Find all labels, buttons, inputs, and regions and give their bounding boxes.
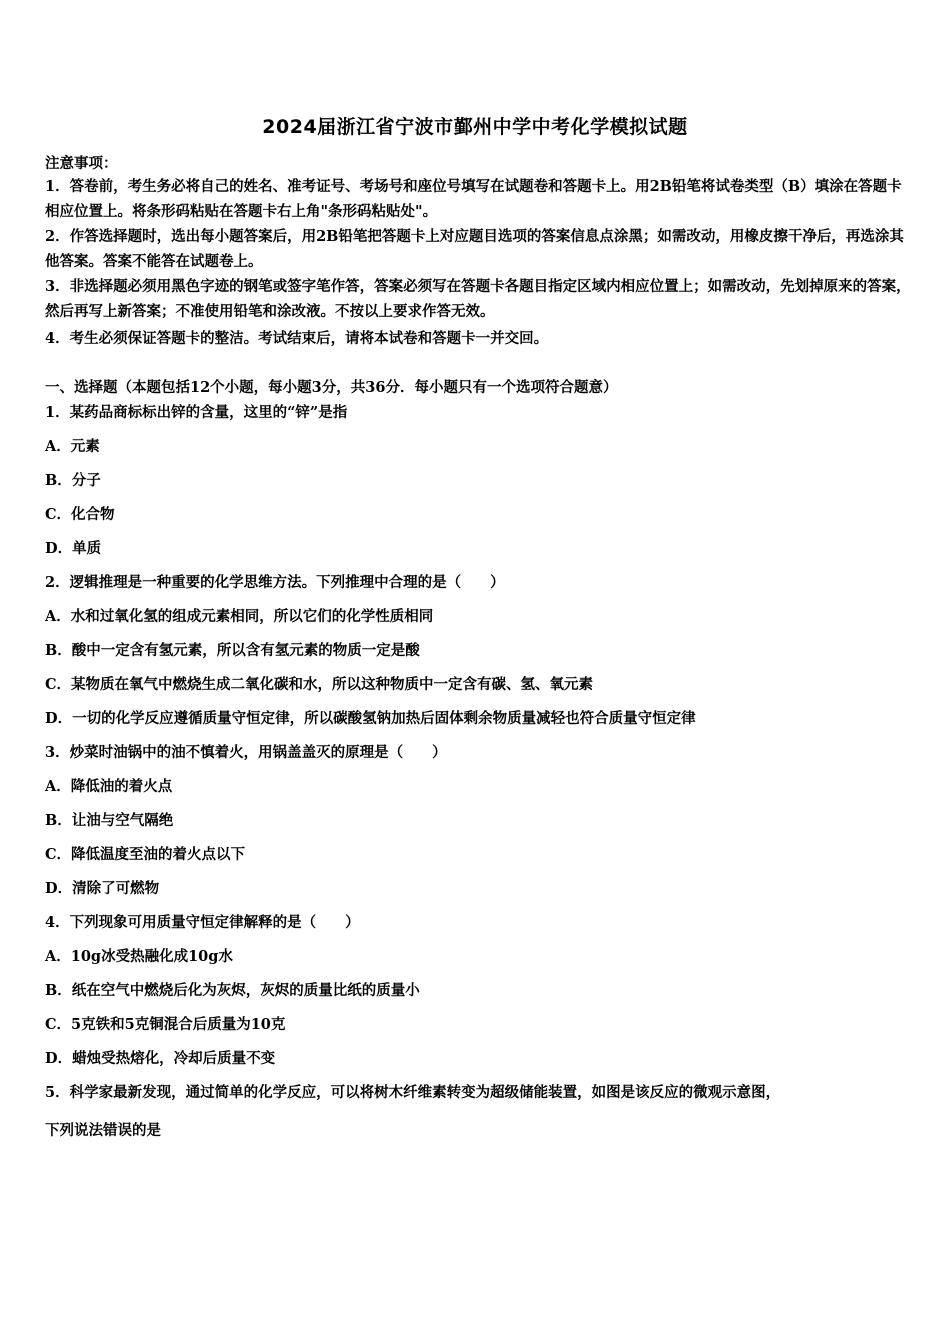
- question-3-option-d: D．清除了可燃物: [45, 880, 160, 897]
- question-4-option-b: B．纸在空气中燃烧后化为灰烬，灰烬的质量比纸的质量小: [45, 982, 420, 999]
- question-3-option-a: A．降低油的着火点: [45, 778, 173, 795]
- question-3-option-b: B．让油与空气隔绝: [45, 812, 174, 829]
- question-1-option-a: A．元素: [45, 438, 100, 455]
- question-2-option-c: C．某物质在氧气中燃烧生成二氧化碳和水，所以这种物质中一定含有碳、氢、氧元素: [45, 676, 594, 693]
- page-title: 2024届浙江省宁波市鄞州中学中考化学模拟试题: [262, 116, 688, 138]
- question-4-option-a: A．10g冰受热融化成10g水: [45, 948, 233, 965]
- notice-item-3: 3．非选择题必须用黑色字迹的钢笔或签字笔作答，答案必须写在答题卡各题目指定区域内相应位置上；如需改动，先划掉原来的答案，然后再写上新答案；不准使用铅笔和涂改液。不按以上要求作答无效。: [45, 278, 911, 320]
- question-3-stem: 3．炒菜时油锅中的油不慎着火，用锅盖盖灭的原理是（ ）: [45, 744, 447, 761]
- question-1-option-d: D．单质: [45, 540, 102, 557]
- question-5-stem-line-1: 5．科学家最新发现，通过简单的化学反应，可以将树木纤维素转变为超级储能装置，如图是该反应的微观示意图，: [45, 1084, 781, 1101]
- question-4-option-d: D．蜡烛受热熔化，冷却后质量不变: [45, 1050, 276, 1067]
- question-2-stem: 2．逻辑推理是一种重要的化学思维方法。下列推理中合理的是（ ）: [45, 574, 505, 591]
- notice-item-4: 4．考生必须保证答题卡的整洁。考试结束后，请将本试卷和答题卡一并交回。: [45, 330, 549, 347]
- question-1-option-c: C．化合物: [45, 506, 115, 523]
- notice-item-1: 1．答卷前，考生务必将自己的姓名、准考证号、考场号和座位号填写在试题卷和答题卡上。用2B铅笔将试卷类型（B）填涂在答题卡相应位置上。将条形码粘贴在答题卡右上角"条形码粘贴处"。: [45, 178, 902, 220]
- question-2-option-d: D．一切的化学反应遵循质量守恒定律，所以碳酸氢钠加热后固体剩余物质量减轻也符合质量守恒定律: [45, 710, 696, 727]
- question-3-option-c: C．降低温度至油的着火点以下: [45, 846, 246, 863]
- question-4-option-c: C．5克铁和5克铜混合后质量为10克: [45, 1016, 286, 1033]
- question-5-stem-line-2: 下列说法错误的是: [45, 1122, 161, 1139]
- notice-item-2: 2．作答选择题时，选出每小题答案后，用2B铅笔把答题卡上对应题目选项的答案信息点涂黑；如需改动，用橡皮擦干净后，再选涂其他答案。答案不能答在试题卷上。: [45, 228, 904, 270]
- notice-heading: 注意事项：: [45, 155, 118, 172]
- question-1-stem: 1．某药品商标标出锌的含量，这里的“锌”是指: [45, 404, 348, 421]
- section-heading: 一、选择题（本题包括12个小题，每小题3分，共36分．每小题只有一个选项符合题意）: [45, 379, 618, 396]
- question-2-option-a: A．水和过氧化氢的组成元素相同，所以它们的化学性质相同: [45, 608, 434, 625]
- question-2-option-b: B．酸中一定含有氢元素，所以含有氢元素的物质一定是酸: [45, 642, 420, 659]
- question-1-option-b: B．分子: [45, 472, 101, 489]
- question-4-stem: 4．下列现象可用质量守恒定律解释的是（ ）: [45, 914, 360, 931]
